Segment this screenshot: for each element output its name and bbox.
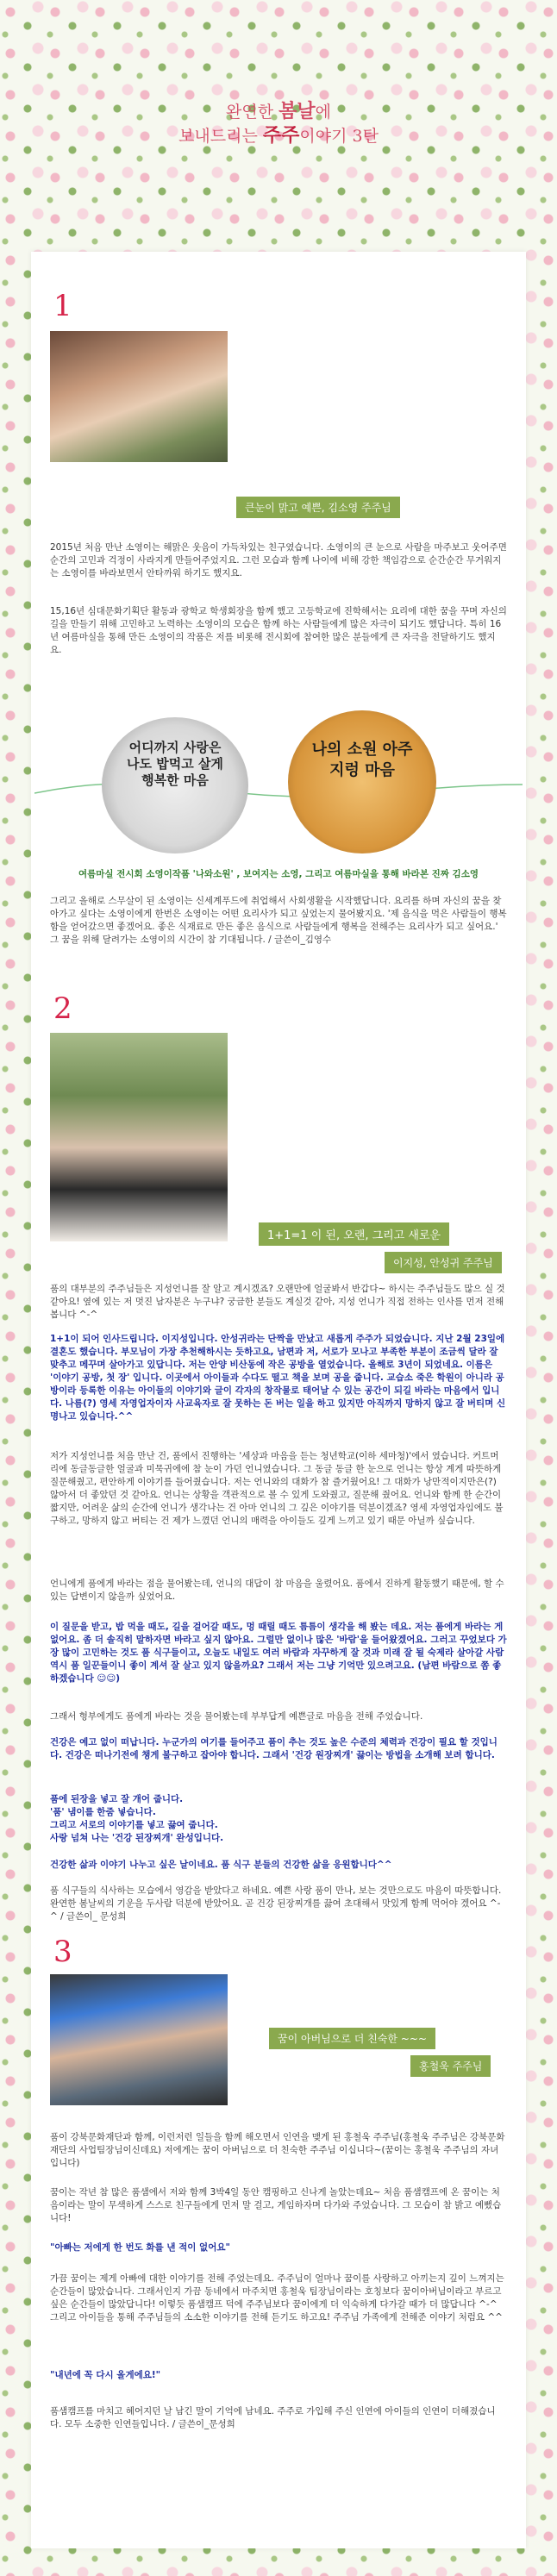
section3-closing: 품샘캠프를 마치고 헤어지던 날 남긴 말이 기억에 남네요. 주주로 가입해 주신 인연에 아이들의 인연이 더해졌습니다. 모두 소중한 인연들입니다. / 글쓴이_문성희: [50, 2406, 496, 2429]
plate-artwork-2: [288, 710, 436, 853]
section2-cheer: 건강한 삶과 이야기 나누고 싶은 날이네요. 품 식구 분들의 건강한 삶을 응원합니다^^: [50, 1860, 392, 1870]
section2-recipe: [50, 1793, 507, 1845]
recipe-line: 그리고 서로의 이야기를 넣고 끓여 줍니다.: [50, 1820, 218, 1830]
section1-paragraph-1: 2015년 처음 만난 소영이는 해맑은 웃음이 가득차있는 친구였습니다. 소영이의 큰 눈으로 사람을 마주보고 웃어주면 순간의 고민과 걱정이 사라지게 만들어주었지요. 그런 모습과 함께 나이에 비해 강한 책임감으로 순간순간 무거워지는 소영이를 바라보면서 안타까워 하기도 했지요.: [50, 542, 507, 578]
plate2-handwriting: 나의 소원 아주 지렁 마음: [311, 741, 413, 779]
page-title-line2: 보내드리는 주주이야기 3탄: [178, 124, 379, 147]
section1-closing: 그리고 올해로 스무살이 된 소영이는 신세계푸드에 취업해서 사회생활을 시작했답니다. 요리를 하며 자신의 꿈을 찾아가고 싶다는 소영이에게 한번은 소영이는 어떤 요리사가 되고 싶었는지 물어봤지요. '제 음식을 먹은 사람들이 행복함을 얻어갔으면 좋겠어요. 좋은 식재료로 만든 좋은 음식으로 사람들에게 행복을 전해주는 요리사가 되고 싶어요.' 그 꿈을 위해 달려가는 소영이의 시간이 참 기대됩니다. / 글쓴이_김영수: [50, 896, 507, 945]
section2-wish: 이 질문을 받고, 밥 먹을 때도, 길을 걸어갈 때도, 멍 때릴 때도 틈틈이 생각을 해 봤는 데요. 저는 품에게 바라는 게 없어요. 좀 더 솔직히 말하자면 바라고 싶지 않아요. 그럴만 없이나 많은 '바람'을 들어왔겠어요. 그러고 꾸었보다 가장 많이 고민하는 것도 품 식구들이고, 오늘도 내일도 여러 바람과 자꾸하게 잘 것과 미래 잘 될 숙제라 살아갈 사람 역시 품 일꾼들이니 좋이 계셔 잘 살고 있지 않을까요? 그래서 저는 그냥 기억만 있으려고요. (남편 바람으로 쫌 좋 하겠습니다 ☺☺): [50, 1622, 507, 1684]
section3-camp: 꿈이는 작년 참 많은 품샘에서 저와 함께 3박4일 동안 캠핑하고 신나게 놀았는데요~ 처음 품샘캠프에 온 꿈이는 처음이라는 말이 무색하게 스스로 친구들에게 먼저 말 걸고, 게임하자며 다가와 주었습니다. 그 모습이 참 밝고 예뻤습니다!: [50, 2187, 502, 2223]
section2-body-2: 언니에게 품에게 바라는 점을 물어봤는데, 언니의 대답이 참 마음을 울렸어요. 품에서 진하게 활동했기 때문에, 할 수 있는 답변이지 않을까 싶었어요.: [50, 1579, 504, 1602]
section3-quote-1: "아빠는 저에게 한 번도 화를 낸 적이 없어요": [50, 2242, 230, 2253]
section3-quote-2: "내년에 꼭 다시 올게에요!": [50, 2370, 161, 2380]
section2-intro: 품의 대부분의 주주님들은 지성언니를 잘 알고 계시겠죠? 오랜만에 얼굴봐서 반갑다~ 하시는 주주님들도 많으 실 것 같아요! 옆에 있는 저 멋진 남자분은 누구냐? 궁금한 분들도 계실것 같아, 지성 언니가 직접 전하는 인사를 먼저 전해 봅니다 ^-^: [50, 1284, 505, 1320]
caption-section2-line2: 이지성, 안성귀 주주님: [385, 1252, 502, 1273]
section3-intro: 품이 강북문화재단과 함께, 이런저런 일들을 함께 해오면서 인연을 맺게 된 홍철욱 주주님(홍철욱 주주님은 강북문화재단의 사업팀장님이신데요) 저에게는 꿈이 아버님으로 더 친숙한 주주님 이십니다~(꿈이는 홍철욱 주주님의 자녀입니다): [50, 2132, 505, 2168]
section2-body-1: 저가 지성언니를 처음 만난 건, 품에서 진행하는 '세상과 마음을 듣는 청년학교(이하 세마청)'에서 였습니다. 커트머리에 동글동글한 얼굴과 미묵귀에에 참 눈이 가던 언니였습니다. 그 동글 동글 한 눈으로 언니는 항상 계게 따뜻하게 질문해줬고, 편안하게 이야기를 들어줬습니다. 저는 언니와의 대화가 참 즐거웠어요! 그 대화가 낭만적이지만은(?) 않아서 더 좋았던 것 같아요. 언니는 상황을 객관적으로 볼 수 있게 도와줬고, 질문해 줬어요. 언니와 함께 한 순간이 짧지만, 어려운 삶의 순간에 언니가 생각나는 건 아마 언니의 그 깊은 이야기를 덕분이겠죠? 영세 자영업자임에도 불구하고, 망하지 않고 버티는 건 제가 느꼈던 언니의 매력을 아이들도 깊게 느끼고 있기 때문 아닐까 싶습니다.: [50, 1451, 504, 1526]
photo-couple-selfie: [50, 1033, 228, 1241]
caption-section3-line2: 홍철욱 주주님: [410, 2055, 491, 2077]
section2-body-3: 그래서 형부에게도 품에게 바라는 것을 물어봤는데 부부답게 예쁜글로 마음을 전해 주었습니다.: [50, 1711, 423, 1722]
section-number-2: 2: [53, 991, 72, 1026]
recipe-line: 사랑 넘쳐 나는 '건강 된장찌개' 완성입니다.: [50, 1833, 224, 1843]
page-title-line1: 완연한 봄날에: [226, 100, 331, 122]
photo-father-and-children: [50, 1974, 228, 2105]
section2-body-4: 품 식구들의 식사하는 모습에서 영감을 받았다고 하네요. 예쁜 사랑 품이 만나, 보는 것만으로도 마음이 따뜻합니다. 완연한 봄날씨의 기운을 두사람 덕분에 받았어요. 곧 건강 된장찌개를 끓여 초대해서 맛있게 함께 먹어야 겠어요 ^-^ / 글쓴이_ 문성희: [50, 1885, 502, 1922]
section-number-3: 3: [53, 1935, 72, 1969]
section3-body-1: 가끔 꿈이는 제게 아빠에 대한 이야기를 전해 주었는데요. 주주님이 얼마나 꿈이를 사랑하고 아끼는지 깊이 느껴지는 순간들이 많았습니다. 그래서인지 가끔 동네에서 마주치면 홍철욱 팀장님이라는 호칭보다 꿈이아버님이라고 부르고 싶은 순간들이 많았답니다! 이렇듯 품샘캠프 덕에 주주님보다 꿈이에게 더 익숙하게 다가갈 때가 더 많답니다 ^-^ 그리고 아이들을 통해 주주님들의 소소한 이야기를 전해 듣기도 하고요! 주주님 가족에게 전해준 이야기 처럼요 ^^: [50, 2273, 504, 2323]
plate-caption: 여름마실 전시회 소영이작품 '나와소원' , 보여지는 소영, 그리고 여름마실을 통해 바라본 진짜 김소영: [78, 869, 479, 879]
section-number-1: 1: [53, 289, 72, 323]
caption-section1: 큰눈이 맑고 예쁜, 김소영 주주님: [236, 497, 400, 518]
photo-kim-soyoung: [50, 331, 228, 462]
caption-section2-line1: 1+1=1 이 된, 오랜, 그리고 새로운: [259, 1222, 449, 1246]
section1-paragraph-2: 15,16년 심대문화기획단 활동과 광학교 학생회장을 함께 했고 고등학교에 진학해서는 요리에 대한 꿈을 꾸며 자신의 길을 만들기 위해 고민하고 노력하는 소영이의 모습은 함께 하는 사람들에게 많은 자극이 되기도 했답니다. 특히 16년 여름마실을 통해 만든 소영이의 작품은 저를 비롯해 전시회에 참여한 많은 분들에게 큰 자극을 전달하기도 했지요.: [50, 606, 507, 655]
plate1-handwriting: 어디까지 사랑은 나도 밥먹고 살게 행복한 마음: [127, 740, 223, 788]
caption-section3-line1: 꿈이 아버님으로 더 친숙한 ~~~: [269, 2028, 435, 2049]
section2-greeting: 1+1이 되어 인사드립니다. 이지성입니다. 안성귀라는 단짝을 만났고 새롭게 주주가 되었습니다. 지난 2월 23일에 결혼도 했습니다. 부모님이 가장 추천해하시는 듯하고요, 남편과 저, 서로가 모나고 부족한 부분이 조금씩 달라 잘 맞추고 메꾸며 살아가고 있답니다. 저는 안양 비산동에 작은 공방을 열었습니다. 올해로 3년이 되었네요. 이름은 '이야기 공방, 첫 장' 입니다. 이곳에서 아이들과 수다도 떨고 책을 보며 공을 줍니다. 교습소 죽은 학원이 아니라 공방이라 등록한 이유는 아이들의 이야기와 글이 각자의 창작물로 태어날 수 있는 공간이 되길 바라는 마음에서 입니다. 나름(?) 영세 자영업자이자 사교육자로 잘 못하는 돈 버는 일을 하고 있지만 아직까지 망하지 않고 잘 버티며 신명나고 있습니다.^^: [50, 1334, 506, 1422]
recipe-line: '품' 냄이를 한줌 넣습니다.: [50, 1807, 156, 1817]
plate-artwork-1: [102, 717, 248, 853]
recipe-line: 품에 된장을 넣고 잘 개어 줍니다.: [50, 1794, 184, 1804]
section2-health: 건강은 예고 없이 떠납니다. 누군가의 여기를 들어주고 품이 추는 것도 높은 수준의 체력과 건강이 필요 할 것입니다. 건강은 떠나기전에 챙게 불구하고 잡아야 합니다. 그래서 '건강 원장찌개' 끓이는 방법을 소개해 보려 합니다.: [50, 1737, 498, 1760]
